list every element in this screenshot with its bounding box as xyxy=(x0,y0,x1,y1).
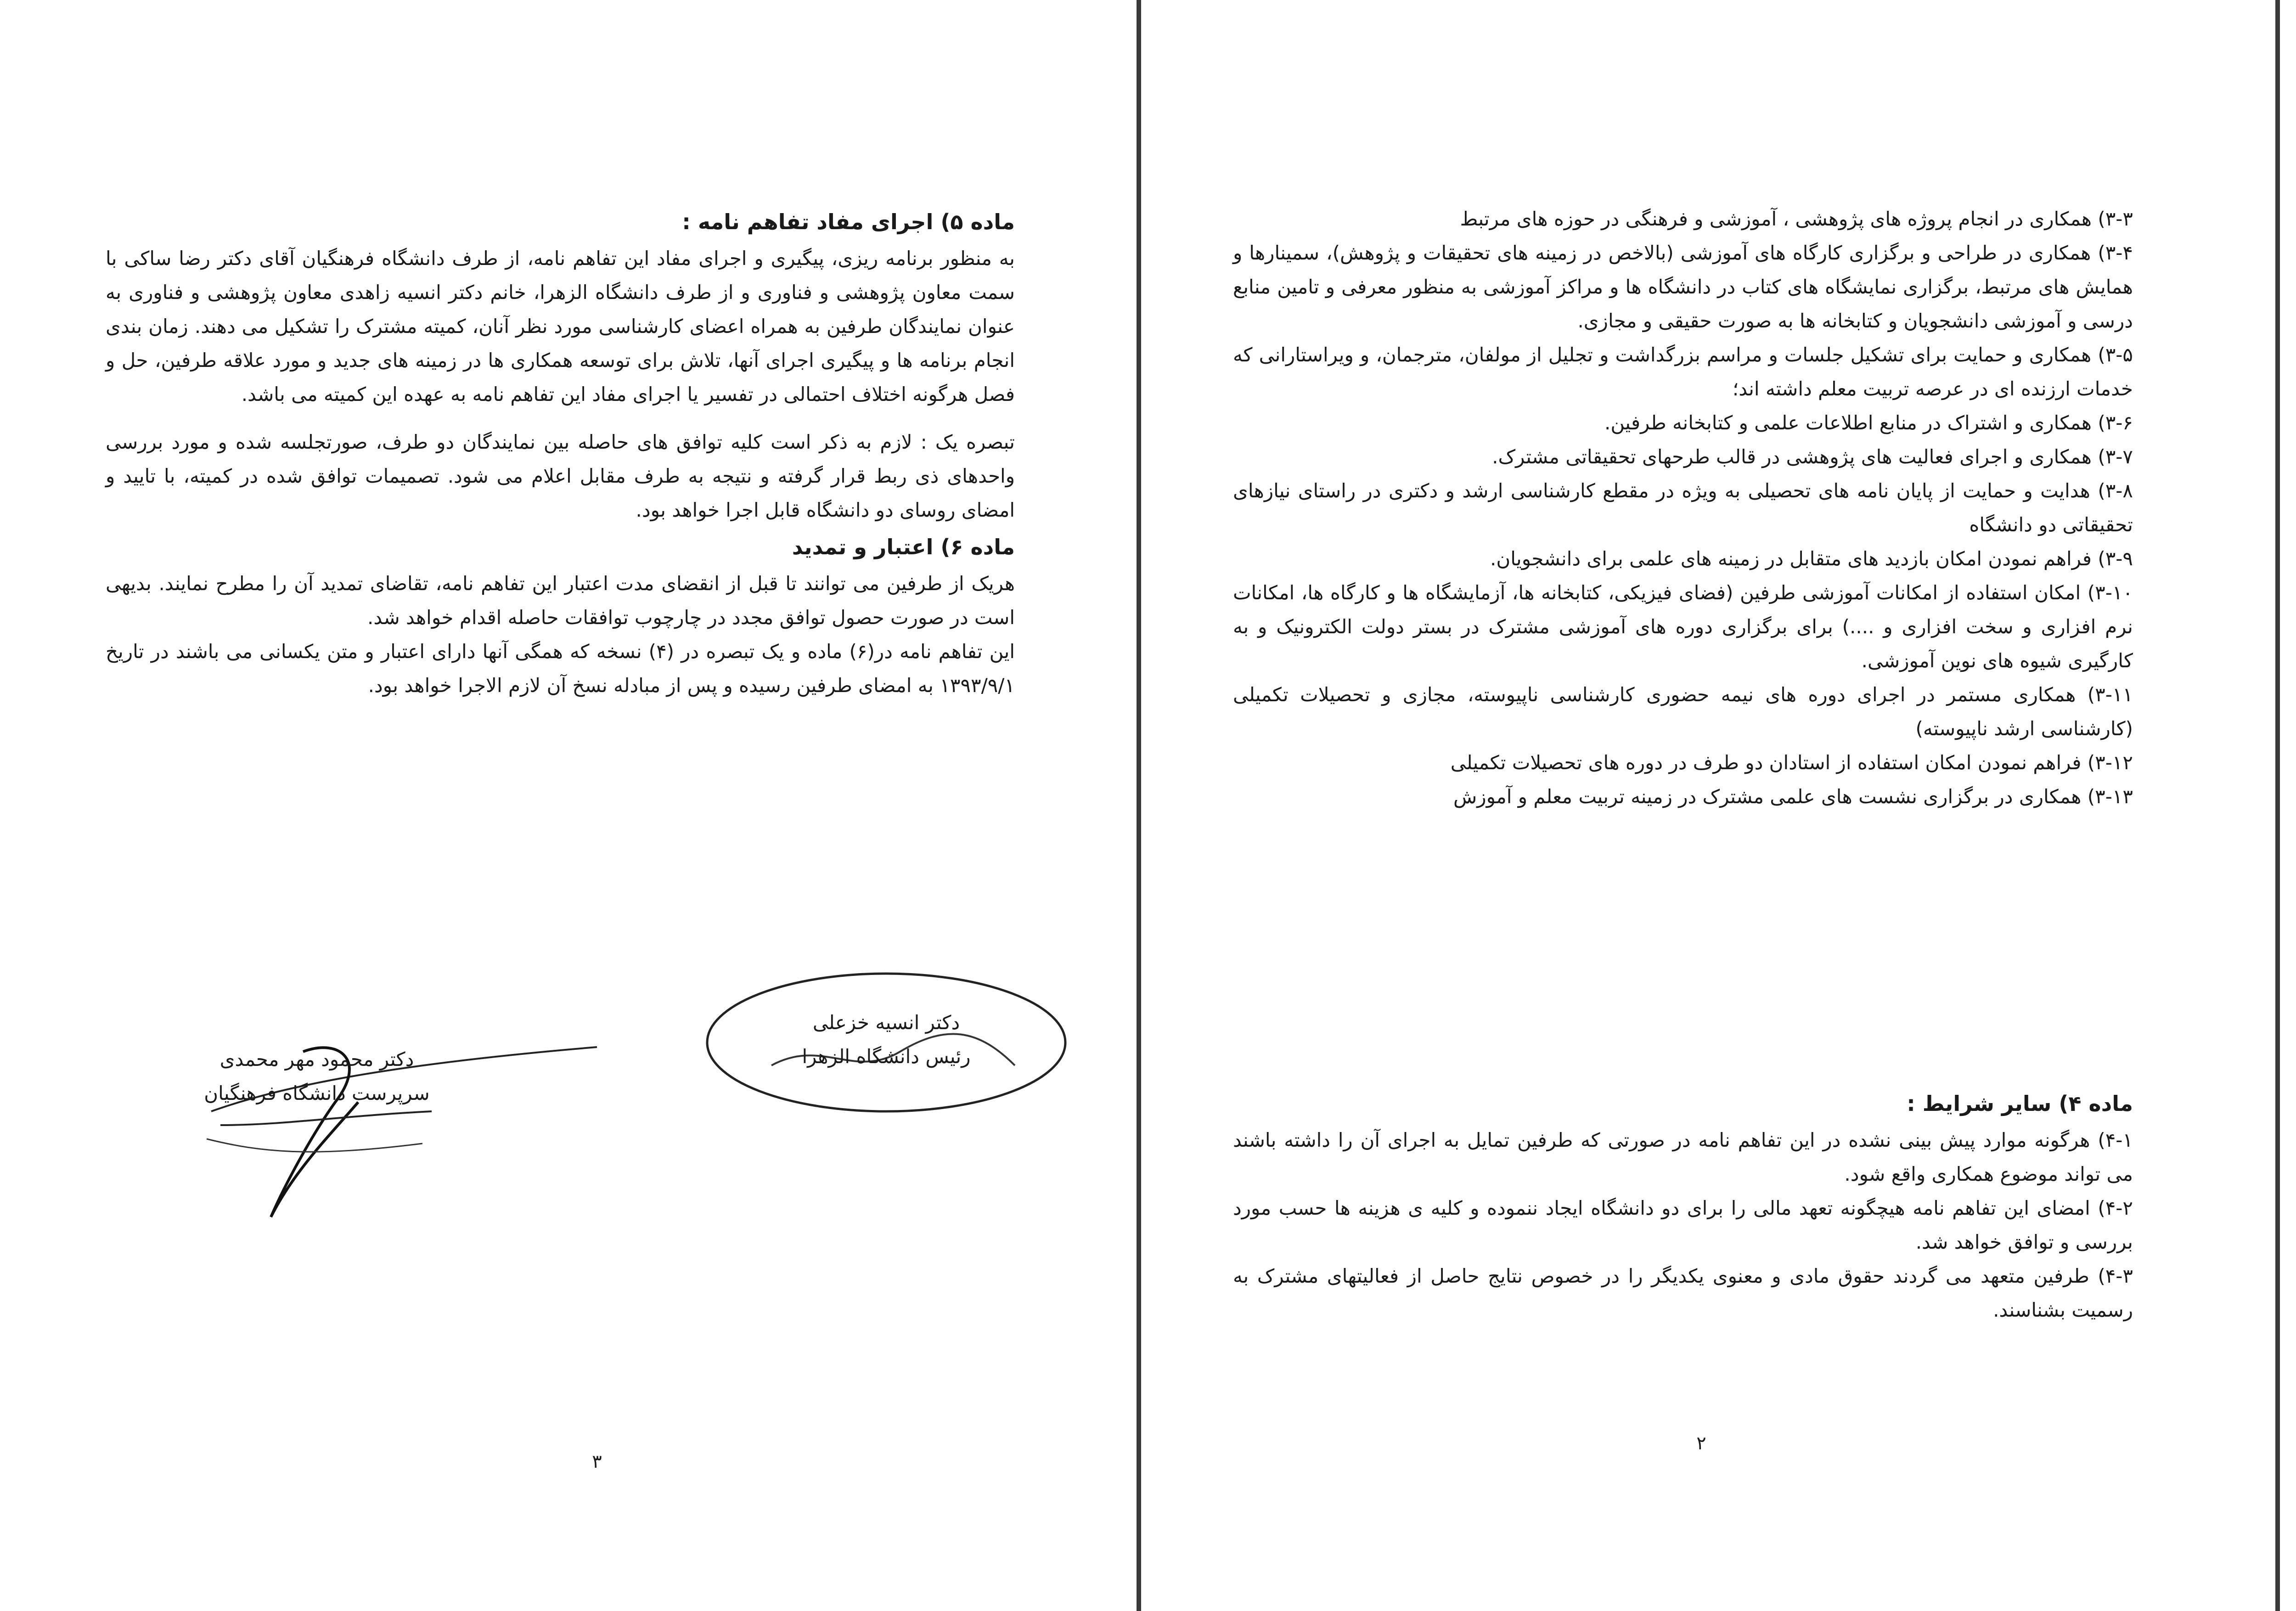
signature-farhangian xyxy=(174,1042,459,1110)
signatory-name-alzahra: دکتر انسیه خزعلی xyxy=(812,1011,960,1034)
list-item: ۳-۸) هدایت و حمایت از پایان نامه های تحصیلی به ویژه در مقطع کارشناسی ارشد و دکتری در راستای نیازهای تحقیقاتی دو دانشگاه xyxy=(1233,479,2133,536)
page-divider xyxy=(1137,0,1141,1611)
list-item: ۴-۳) طرفین متعهد می گردند حقوق مادی و معنوی یکدیگر را در خصوص نتایج حاصل از فعالیتهای مشترک به رسمیت بشناسند. xyxy=(1233,1265,2133,1321)
list-item: ۳-۵) همکاری و حمایت برای تشکیل جلسات و مراسم بزرگداشت و تجلیل از مولفان، مترجمان، و ویراستارانی که خدمات ارزنده ای در عرصه تربیت معلم داشته اند؛ xyxy=(1233,344,2133,400)
article-6-title: ماده ۶) اعتبار و تمدید xyxy=(792,535,1015,559)
page-3 xyxy=(0,0,1137,1611)
list-item: ۴-۲) امضای این تفاهم نامه هیچگونه تعهد مالی را برای دو دانشگاه ایجاد ننموده و کلیه ی هزینه ها حسب مورد بررسی و توافق خواهد شد. xyxy=(1233,1197,2133,1253)
article-6-text-2: این تفاهم نامه در(۶) ماده و یک تبصره در (۴) نسخه که همگی آنها دارای اعتبار و متن یکسانی می باشند در تاریخ ۱۳۹۳/۹/۱ به امضای طرفین رسیده و پس از مبادله نسخ آن لازم الاجرا خواهد بود. xyxy=(106,640,1015,697)
list-item: ۳-۶) همکاری و اشتراک در منابع اطلاعات علمی و کتابخانه طرفین. xyxy=(1604,411,2133,434)
page2-items-list xyxy=(1233,202,2133,814)
signatory-name-farhangian: دکتر محمود مهر محمدی xyxy=(219,1048,414,1070)
list-item: ۳-۹) فراهم نمودن امکان بازدید های متقابل در زمینه های علمی برای دانشجویان. xyxy=(1490,547,2133,570)
page3-body xyxy=(106,202,1015,703)
list-item: ۳-۳) همکاری در انجام پروژه های پژوهشی ، آموزشی و فرهنگی در حوزه های مرتبط xyxy=(1460,208,2133,230)
list-item: ۳-۴) همکاری در طراحی و برگزاری کارگاه های آموزشی (بالاخص در زمینه های تحقیقات و پژوهش)، سمینارها و همایش های مرتبط، برگزاری نمایشگاه های کتاب در دانشگاه ها و مراکز آموزشی به منظور معرفی و تامین منابع درسی و آموزشی دانشجویان و کتابخانه ها به صورت حقیقی و مجازی. xyxy=(1233,242,2133,332)
list-item: ۴-۱) هرگونه موارد پیش بینی نشده در این تفاهم نامه در صورتی که طرفین تمایل به اجرای آن را داشته باشند می تواند موضوع همکاری واقع شود. xyxy=(1233,1129,2133,1185)
page-divider xyxy=(2275,0,2280,1611)
article-4-section xyxy=(1233,1084,2133,1327)
page-2 xyxy=(1141,0,2275,1611)
article-6-text-1: هریک از طرفین می توانند تا قبل از انقضای مدت اعتبار این تفاهم نامه، تقاضای تمدید آن را مطرح نمایند. بدیهی است در صورت حصول توافق مجدد در چارچوب توافقات حاصله اقدام خواهد شد. xyxy=(106,572,1015,629)
note-one-text: تبصره یک : لازم به ذکر است کلیه توافق های حاصله بین نمایندگان دو طرف، صورتجلسه شده و مورد بررسی واحدهای ذی ربط قرار گرفته و نتیجه به طرف مقابل اعلام می شود. تصمیمات توافق شده در کمیته، با تایید و امضای روسای دو دانشگاه قابل اجرا خواهد بود. xyxy=(106,431,1015,521)
page-number-2: ۲ xyxy=(1696,1433,1706,1454)
signatory-role-alzahra: رئیس دانشگاه الزهرا xyxy=(802,1045,971,1068)
article-5-text: به منظور برنامه ریزی، پیگیری و اجرای مفاد این تفاهم نامه، از طرف دانشگاه فرهنگیان آقای دکتر رضا ساکی با سمت معاون پژوهشی و فناوری و از طرف دانشگاه الزهرا، خانم دکتر انسیه زاهدی معاون پژوهشی و فناوری به عنوان نمایندگان طرفین به همراه اعضای کارشناسی مورد نظر آنان، کمیته مشترک را تشکیل می دهند. زمان بندی انجام برنامه ها و پیگیری اجرای آنها، تلاش برای توسعه همکاری ها در زمینه های جدید و مورد علاقه طرفین، حل و فصل هرگونه اختلاف احتمالی در تفسیر یا اجرای مفاد این تفاهم نامه به عهده این کمیته می باشد. xyxy=(106,247,1015,406)
signatory-role-farhangian: سرپرست دانشگاه فرهنگیان xyxy=(204,1082,430,1104)
list-item: ۳-۱۰) امکان استفاده از امکانات آموزشی طرفین (فضای فیزیکی، کتابخانه ها، آزمایشگاه ها و کارگاه ها، امکانات نرم افزاری و سخت افزاری و ....) برای برگزاری دوره های آموزشی مشترک در بستر دولت الکترونیک و به کارگیری شیوه های نوین آموزشی. xyxy=(1233,581,2133,672)
list-item: ۳-۱۱) همکاری مستمر در اجرای دوره های نیمه حضوری کارشناسی ناپیوسته، مجازی و تحصیلات تکمیلی (کارشناسی ارشد ناپیوسته) xyxy=(1233,683,2133,740)
page-1 xyxy=(2280,0,2296,1611)
article-5-title: ماده ۵) اجرای مفاد تفاهم نامه : xyxy=(682,209,1015,234)
page-number-3: ۳ xyxy=(592,1451,602,1472)
article-4-title: ماده ۴) سایر شرایط : xyxy=(1907,1091,2133,1116)
list-item: ۳-۱۳) همکاری در برگزاری نشست های علمی مشترک در زمینه تربیت معلم و آموزش xyxy=(1453,785,2133,808)
signature-alzahra xyxy=(744,1006,1029,1074)
list-item: ۳-۱۲) فراهم نمودن امکان استفاده از استادان دو طرف در دوره های تحصیلات تکمیلی xyxy=(1450,751,2133,774)
list-item: ۳-۷) همکاری و اجرای فعالیت های پژوهشی در قالب طرحهای تحقیقاتی مشترک. xyxy=(1492,445,2133,468)
